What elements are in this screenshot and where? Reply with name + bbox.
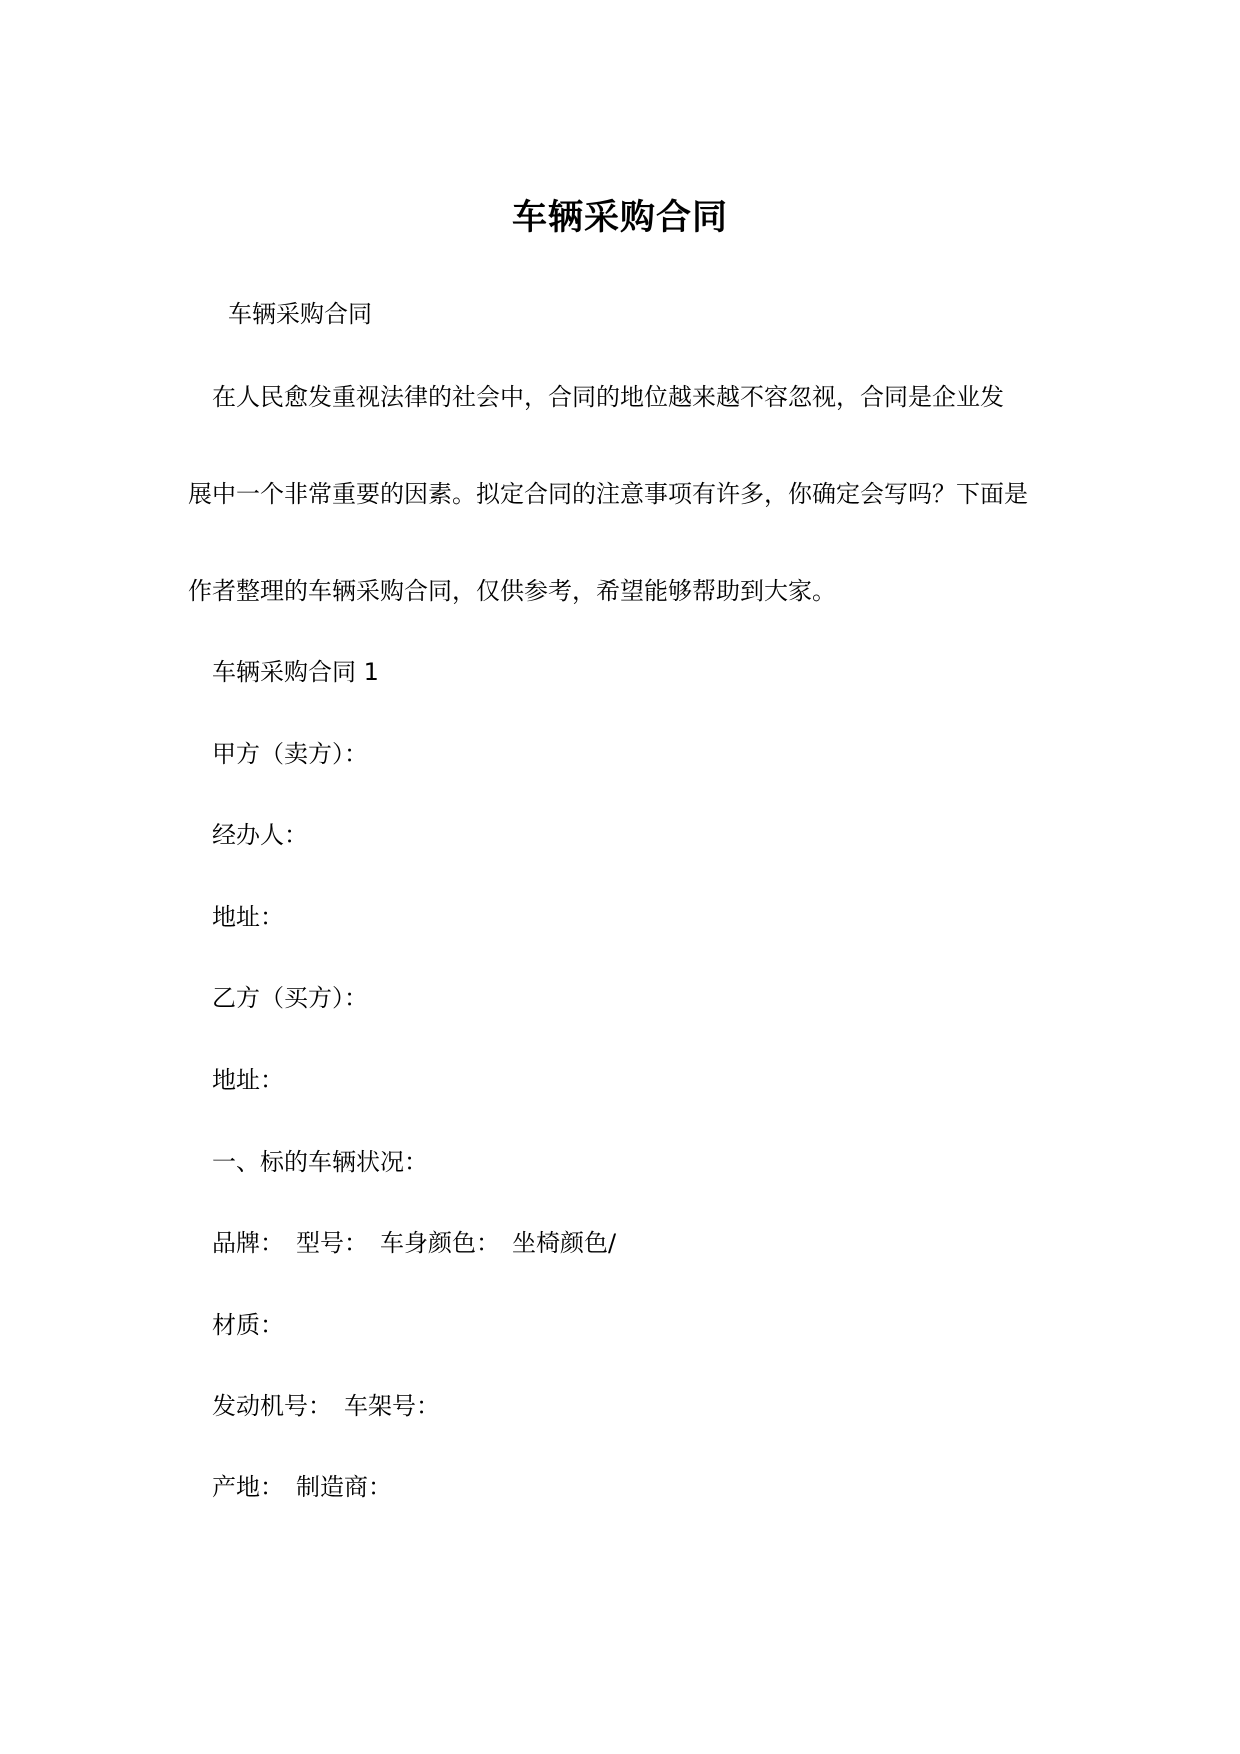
frame-number-label: 车架号： bbox=[344, 1392, 440, 1420]
party-a-address-label: 地址： bbox=[212, 903, 284, 931]
intro-paragraph-line-1: 在人民愈发重视法律的社会中，合同的地位越来越不容忽视，合同是企业发 bbox=[212, 383, 1004, 411]
engine-number-label: 发动机号： bbox=[212, 1392, 332, 1420]
vehicle-spec-row bbox=[212, 1227, 616, 1259]
origin-label: 产地： bbox=[212, 1473, 284, 1501]
party-b-label: 乙方（买方）： bbox=[212, 984, 368, 1012]
model-label: 型号： bbox=[296, 1229, 368, 1257]
vehicle-section-heading: 一、标的车辆状况： bbox=[212, 1148, 428, 1176]
intro-paragraph-line-2: 展中一个非常重要的因素。拟定合同的注意事项有许多，你确定会写吗？下面是 bbox=[188, 480, 1028, 508]
body-color-label: 车身颜色： bbox=[380, 1229, 500, 1257]
contract-section-heading: 车辆采购合同 1 bbox=[212, 658, 379, 686]
engine-frame-row bbox=[212, 1390, 440, 1422]
intro-paragraph-line-3: 作者整理的车辆采购合同，仅供参考，希望能够帮助到大家。 bbox=[188, 577, 836, 605]
seat-color-label: 坐椅颜色/ bbox=[512, 1229, 617, 1257]
document-title: 车辆采购合同 bbox=[511, 198, 728, 238]
party-b-address-label: 地址： bbox=[212, 1066, 284, 1094]
agent-label: 经办人： bbox=[212, 821, 308, 849]
party-a-label: 甲方（卖方）： bbox=[212, 740, 368, 768]
brand-label: 品牌： bbox=[212, 1229, 284, 1257]
material-label: 材质： bbox=[212, 1311, 284, 1339]
origin-manufacturer-row bbox=[212, 1471, 392, 1503]
manufacturer-label: 制造商： bbox=[296, 1473, 392, 1501]
document-subtitle: 车辆采购合同 bbox=[228, 300, 372, 328]
